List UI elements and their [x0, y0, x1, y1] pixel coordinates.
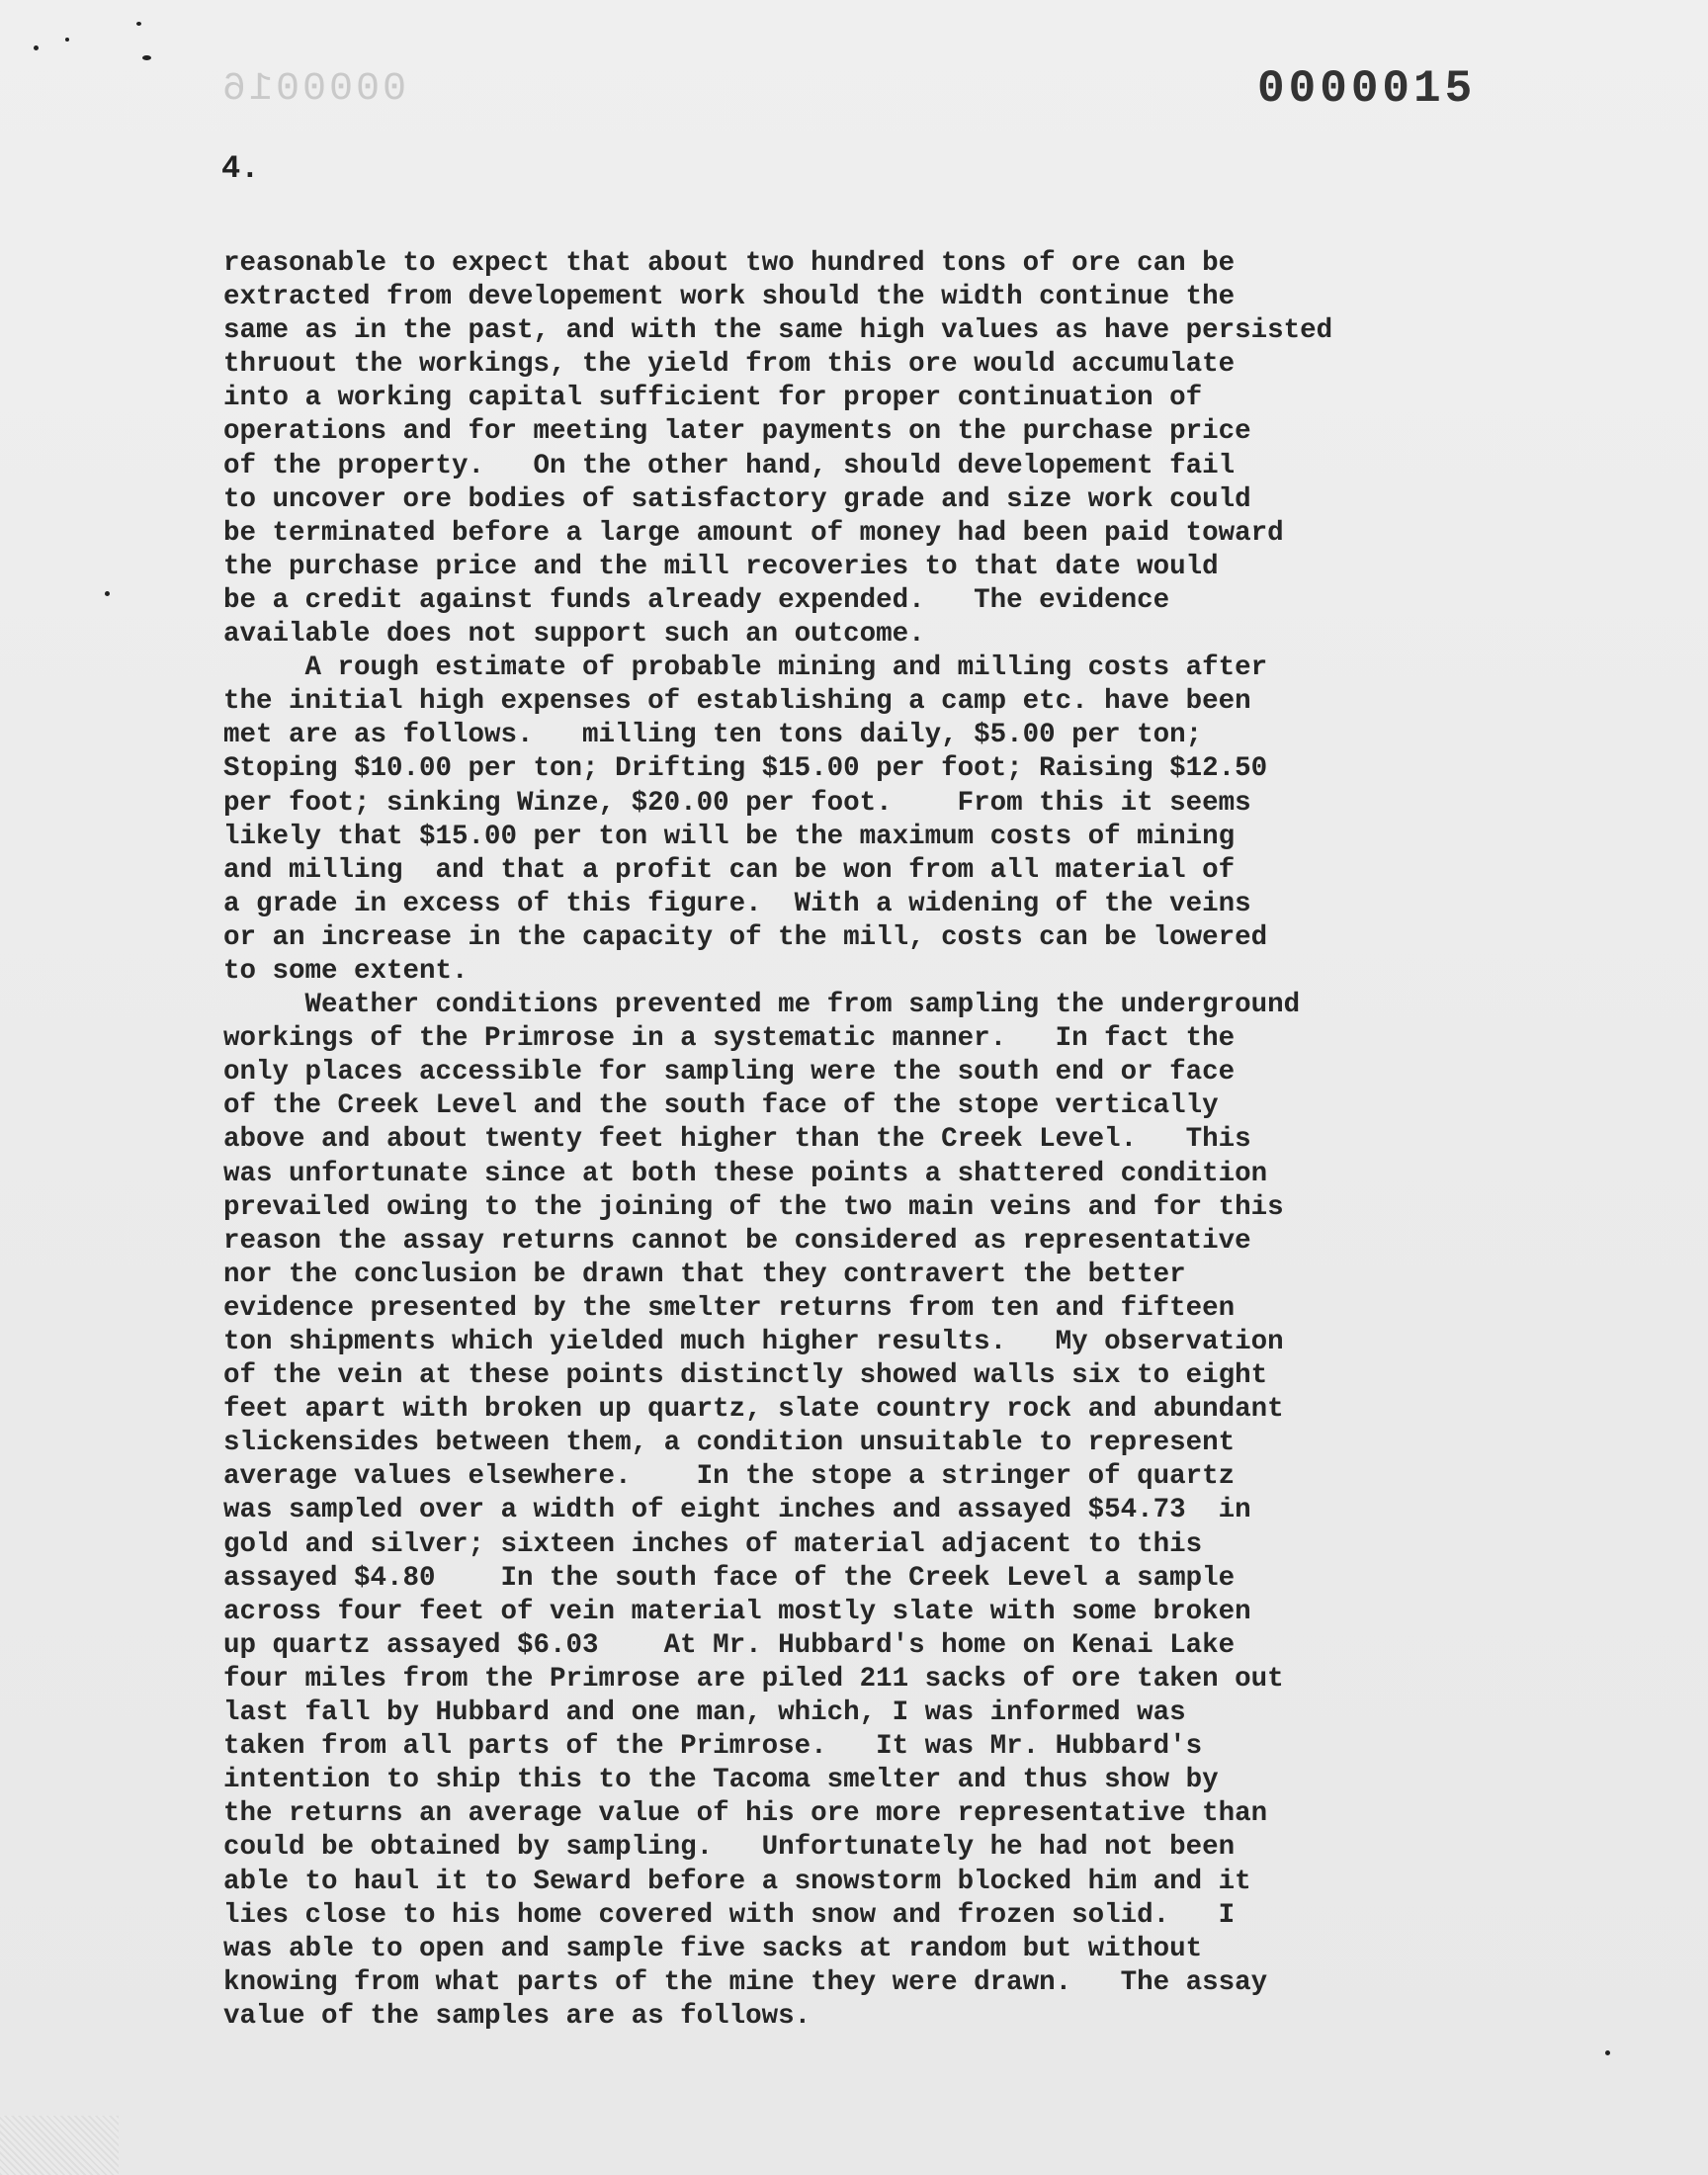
- text-line: operations and for meeting later payments on the purchase price: [223, 416, 1251, 448]
- text-line: per foot; sinking Winze, $20.00 per foot. From this it seems: [223, 787, 1251, 819]
- text-line: or an increase in the capacity of the mill, costs can be lowered: [223, 921, 1268, 953]
- text-line: reason the assay returns cannot be considered as representative: [223, 1225, 1251, 1257]
- text-line: value of the samples are as follows.: [223, 2000, 811, 2032]
- text-line: the purchase price and the mill recoveries to that date would: [223, 551, 1219, 582]
- text-line: the initial high expenses of establishing a camp etc. have been: [223, 686, 1251, 718]
- text-line: feet apart with broken up quartz, slate country rock and abundant: [223, 1394, 1284, 1426]
- text-line: extracted from developement work should the width continue the: [223, 282, 1236, 313]
- text-line: across four feet of vein material mostly slate with some broken: [223, 1596, 1251, 1627]
- text-line: was sampled over a width of eight inches and assayed $54.73 in: [223, 1495, 1251, 1526]
- text-line: of the vein at these points distinctly showed walls six to eight: [223, 1360, 1268, 1392]
- text-line: into a working capital sufficient for proper continuation of: [223, 383, 1203, 414]
- text-line: workings of the Primrose in a systematic manner. In fact the: [223, 1023, 1236, 1055]
- text-line: met are as follows. milling ten tons daily, $5.00 per ton;: [223, 720, 1203, 751]
- text-line: knowing from what parts of the mine they were drawn. The assay: [223, 1966, 1268, 1998]
- text-line: and milling and that a profit can be won from all material of: [223, 854, 1236, 886]
- text-line: prevailed owing to the joining of the two main veins and for this: [223, 1191, 1284, 1223]
- text-line: up quartz assayed $6.03 At Mr. Hubbard's home on Kenai Lake: [223, 1629, 1236, 1661]
- text-line: nor the conclusion be drawn that they contravert the better: [223, 1259, 1186, 1290]
- text-line: intention to ship this to the Tacoma smelter and thus show by: [223, 1765, 1219, 1796]
- text-line: to uncover ore bodies of satisfactory grade and size work could: [223, 483, 1251, 515]
- scan-speck: [136, 22, 141, 26]
- text-line: same as in the past, and with the same high values as have persisted: [223, 315, 1333, 347]
- text-line: reasonable to expect that about two hundred tons of ore can be: [223, 248, 1236, 279]
- text-line: to some extent.: [223, 955, 469, 987]
- text-line: above and about twenty feet higher than the Creek Level. This: [223, 1124, 1251, 1156]
- bleed-through-document-number: 0000016: [219, 67, 407, 112]
- text-line: the returns an average value of his ore more representative than: [223, 1798, 1268, 1830]
- text-line: gold and silver; sixteen inches of material adjacent to this: [223, 1528, 1203, 1560]
- text-line: last fall by Hubbard and one man, which, I was informed was: [223, 1697, 1186, 1729]
- scan-speck: [142, 55, 151, 60]
- text-line: was unfortunate since at both these points a shattered condition: [223, 1158, 1268, 1189]
- text-line: slickensides between them, a condition unsuitable to represent: [223, 1428, 1236, 1459]
- scan-speck: [105, 591, 110, 596]
- text-line: available does not support such an outcome.: [223, 619, 925, 651]
- scan-speck: [1605, 2050, 1610, 2055]
- body-text: [223, 247, 1568, 2034]
- scan-speck: [34, 45, 39, 50]
- text-line: four miles from the Primrose are piled 211 sacks of ore taken out: [223, 1663, 1284, 1695]
- text-line: able to haul it to Seward before a snowstorm blocked him and it: [223, 1866, 1251, 1897]
- text-line: of the property. On the other hand, should developement fail: [223, 450, 1236, 481]
- text-line: Weather conditions prevented me from sampling the underground: [223, 990, 1301, 1021]
- scan-edge-noise: [0, 2116, 119, 2175]
- text-line: a grade in excess of this figure. With a widening of the veins: [223, 888, 1251, 919]
- text-line: only places accessible for sampling were the south end or face: [223, 1057, 1236, 1088]
- document-number: 0000015: [1257, 63, 1477, 115]
- text-line: likely that $15.00 per ton will be the maximum costs of mining: [223, 821, 1236, 852]
- text-line: Stoping $10.00 per ton; Drifting $15.00 per foot; Raising $12.50: [223, 753, 1268, 785]
- text-line: of the Creek Level and the south face of the stope vertically: [223, 1090, 1219, 1122]
- text-line: taken from all parts of the Primrose. It was Mr. Hubbard's: [223, 1731, 1203, 1763]
- scan-speck: [65, 38, 69, 42]
- text-line: be a credit against funds already expended. The evidence: [223, 584, 1170, 616]
- text-line: evidence presented by the smelter returns from ten and fifteen: [223, 1292, 1236, 1324]
- text-line: ton shipments which yielded much higher results. My observation: [223, 1327, 1284, 1357]
- text-line: was able to open and sample five sacks at random but without: [223, 1933, 1203, 1964]
- text-line: assayed $4.80 In the south face of the Creek Level a sample: [223, 1562, 1236, 1594]
- text-line: A rough estimate of probable mining and milling costs after: [223, 652, 1268, 684]
- text-line: average values elsewhere. In the stope a stringer of quartz: [223, 1461, 1236, 1493]
- text-line: lies close to his home covered with snow and frozen solid. I: [223, 1899, 1236, 1931]
- text-line: could be obtained by sampling. Unfortunately he had not been: [223, 1832, 1236, 1864]
- text-line: be terminated before a large amount of money had been paid toward: [223, 517, 1284, 549]
- text-line: thruout the workings, the yield from this ore would accumulate: [223, 349, 1236, 381]
- page-number: 4.: [221, 150, 260, 187]
